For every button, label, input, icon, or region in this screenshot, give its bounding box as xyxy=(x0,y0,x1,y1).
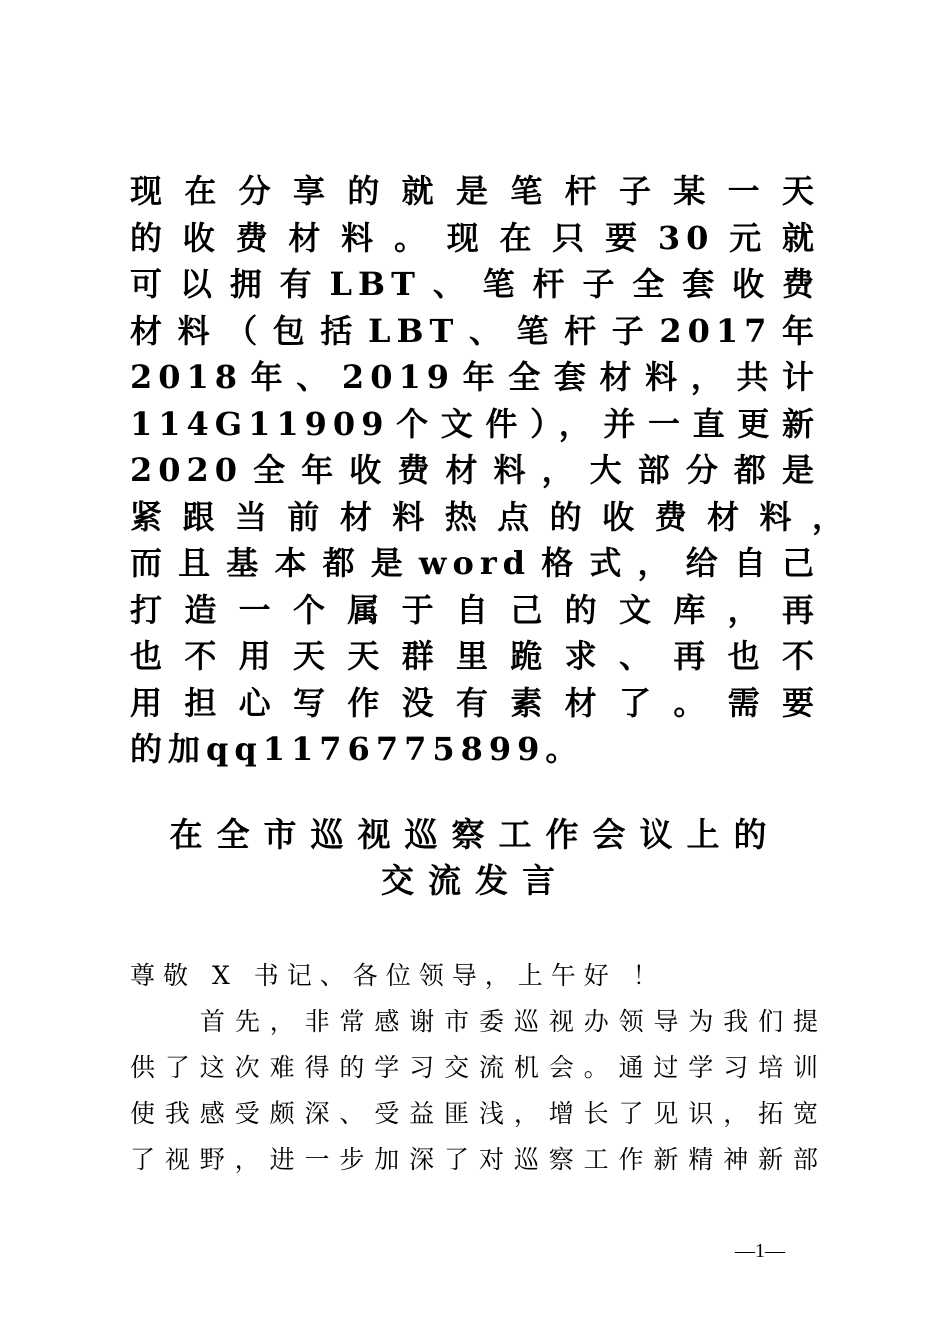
promo-line: 而且基本都是word格式，给自己 xyxy=(130,544,820,582)
promo-line: 材料（包括LBT、笔杆子2017年 xyxy=(130,311,820,350)
promo-line: 也不用天天群里跪求、再也不 xyxy=(130,637,820,675)
promo-line: 2018年、2019年全套材料，共计 xyxy=(130,358,820,396)
promo-line: 的加qq1176775899。 xyxy=(130,730,584,768)
speech-title xyxy=(130,812,820,904)
speech-body xyxy=(130,953,825,1183)
promo-line: 现在分享的就是笔杆子某一天 xyxy=(130,172,820,210)
page-number: —1— xyxy=(735,1240,785,1262)
body-line: 了视野，进一步加深了对巡察工作新精神新部 xyxy=(130,1145,825,1174)
greeting: 尊敬 X 书记、各位领导，上午好 ！ xyxy=(130,961,666,990)
body-line: 供了这次难得的学习交流机会。通过学习培训 xyxy=(130,1053,825,1082)
body-line: 使我感受颇深、受益匪浅，增长了见识，拓宽 xyxy=(130,1099,825,1128)
promo-line: 紧跟当前材料热点的收费材料， xyxy=(130,497,850,536)
promo-line: 114G11909个文件），并一直更新 xyxy=(130,404,820,443)
speech-title-line-2: 交流发言 xyxy=(381,861,569,900)
promo-line: 打造一个属于自己的文库，再 xyxy=(130,590,820,629)
speech-title-line-1: 在全市巡视巡察工作会议上的 xyxy=(169,815,781,854)
body-line: 首先，非常感谢市委巡视办领导为我们提 xyxy=(200,1007,825,1036)
promo-line: 可以拥有LBT、笔杆子全套收费 xyxy=(130,265,820,303)
promo-paragraph xyxy=(130,168,850,773)
promo-line: 2020全年收费材料，大部分都是 xyxy=(130,451,820,489)
promo-line: 的收费材料。现在只要30元就 xyxy=(130,218,820,257)
promo-line: 用担心写作没有素材了。需要 xyxy=(130,683,820,722)
